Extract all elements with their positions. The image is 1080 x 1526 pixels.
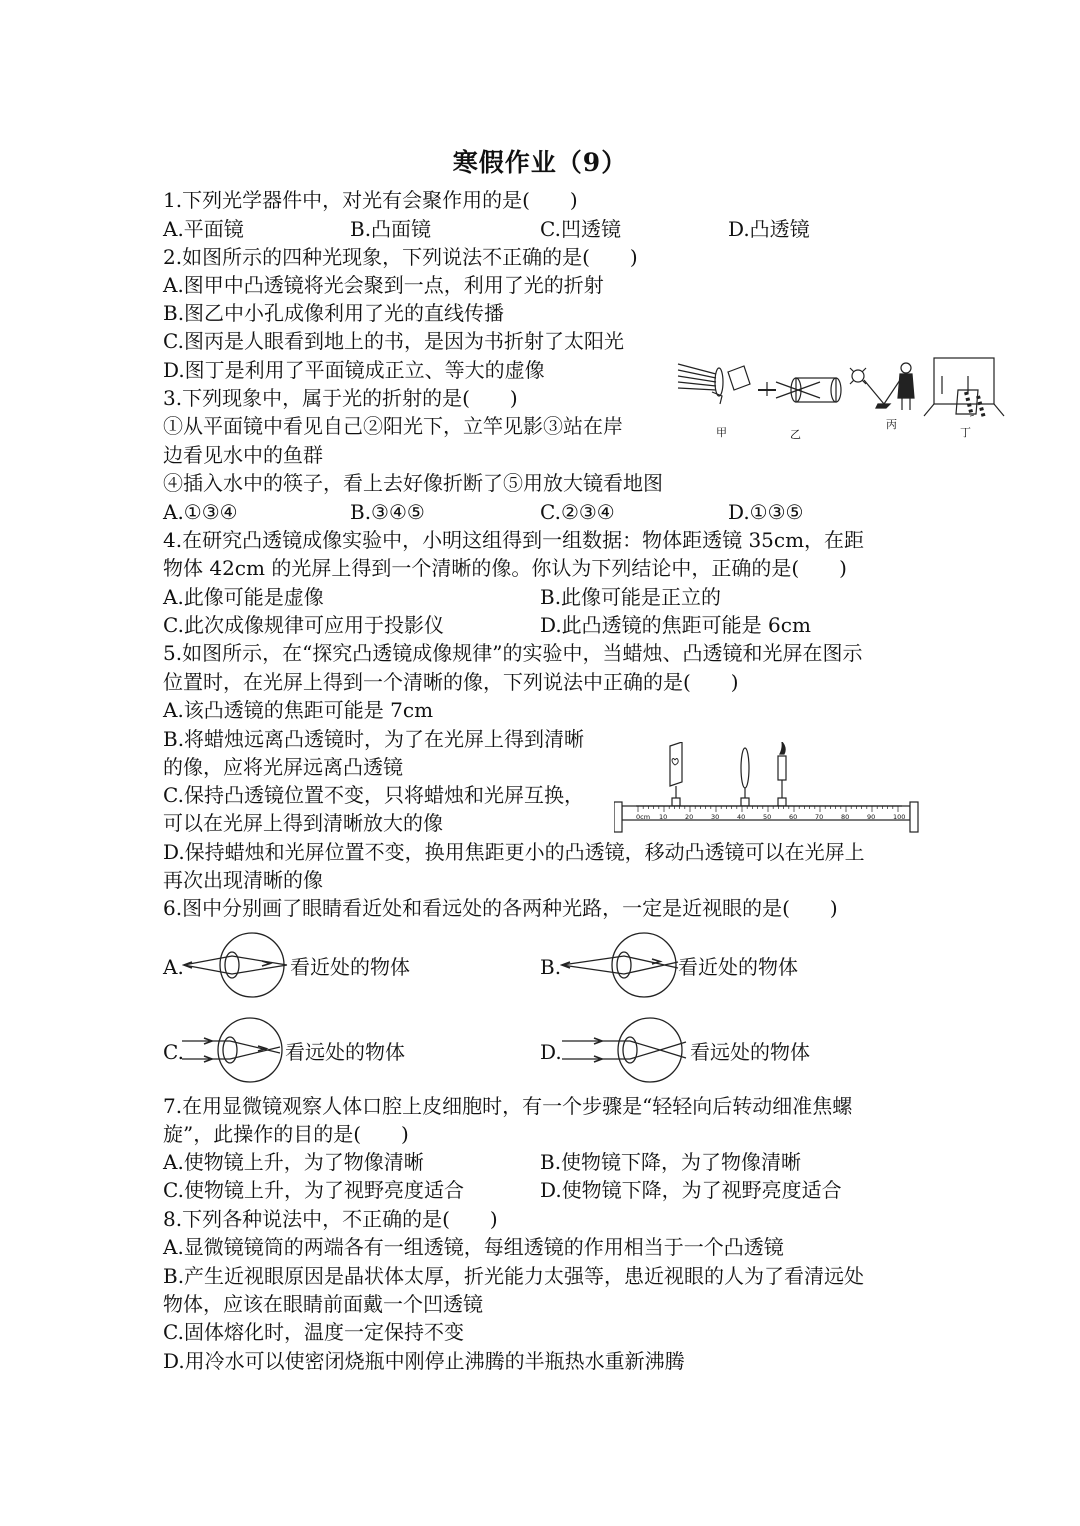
q6-option-b-text: 看近处的物体: [678, 955, 798, 979]
q7-stem-line1: 7.在用显微镜观察人体口腔上皮细胞时，有一个步骤是“轻轻向后转动细准焦螺: [163, 1094, 853, 1118]
figure-label-bing: 丙: [886, 418, 897, 431]
ruler-label: 40: [737, 813, 746, 821]
q1-option-a: A.平面镜: [163, 217, 244, 241]
q4-option-a: A.此像可能是虚像: [163, 585, 324, 609]
q6-option-c-text: 看远处的物体: [285, 1040, 405, 1064]
figure-yi: [758, 378, 841, 402]
q5-stem-line1: 5.如图所示，在“探究凸透镜成像规律”的实验中，当蜡烛、凸透镜和光屏在图示: [163, 641, 863, 665]
q6-option-d-label: D.: [540, 1040, 562, 1064]
q7-option-a: A.使物镜上升，为了物像清晰: [163, 1150, 424, 1174]
q2-option-d: D.图丁是利用了平面镜成正立、等大的虚像: [163, 358, 545, 382]
figure-ding: [924, 358, 1004, 418]
figure-jia: [678, 364, 750, 404]
q6-eye-diagram-c: [180, 1017, 288, 1083]
q6-option-d-text: 看远处的物体: [690, 1040, 810, 1064]
ruler-label: 80: [841, 813, 850, 821]
ruler-label: 70: [815, 813, 824, 821]
q2-figure: [672, 352, 1012, 444]
q3-stem: 3.下列现象中，属于光的折射的是( ): [163, 386, 518, 410]
q3-option-a: A.①③④: [163, 500, 238, 524]
figure-label-jia: 甲: [716, 426, 727, 439]
q1-option-c: C.凹透镜: [540, 217, 621, 241]
q4-option-c: C.此次成像规律可应用于投影仪: [163, 613, 444, 637]
q6-eye-diagram-d: [560, 1017, 690, 1083]
q6-option-c-label: C.: [163, 1040, 184, 1064]
q6-eye-diagram-b: [560, 932, 680, 998]
q8-option-b-line2: 物体，应该在眼睛前面戴一个凹透镜: [163, 1292, 483, 1316]
q1-option-d: D.凸透镜: [728, 217, 810, 241]
q6-option-a-text: 看近处的物体: [290, 955, 410, 979]
q5-option-b-line2: 的像，应将光屏远离凸透镜: [163, 755, 403, 779]
ruler-label: 50: [763, 813, 772, 821]
q3-items-line1: ①从平面镜中看见自己②阳光下，立竿见影③站在岸: [163, 414, 623, 438]
light-screen: [670, 742, 682, 806]
ruler-label: 60: [789, 813, 798, 821]
q7-option-b: B.使物镜下降，为了物像清晰: [540, 1150, 802, 1174]
q5-optical-bench-figure: [614, 742, 924, 836]
q3-items-line3: ④插入水中的筷子，看上去好像折断了⑤用放大镜看地图: [163, 471, 663, 495]
q5-option-a: A.该凸透镜的焦距可能是 7cm: [163, 698, 434, 722]
q2-option-a: A.图甲中凸透镜将光会聚到一点，利用了光的折射: [163, 273, 604, 297]
q5-option-c-line1: C.保持凸透镜位置不变，只将蜡烛和光屏互换，: [163, 783, 584, 807]
figure-bing: [850, 363, 914, 410]
q5-stem-line2: 位置时，在光屏上得到一个清晰的像，下列说法中正确的是( ): [163, 670, 739, 694]
q4-stem-line1: 4.在研究凸透镜成像实验中，小明这组得到一组数据：物体距透镜 35cm，在距: [163, 528, 865, 552]
page-title: 寒假作业（9）: [452, 148, 628, 177]
ruler-label: 90: [867, 813, 876, 821]
q3-option-d: D.①③⑤: [728, 500, 804, 524]
q3-items-line2: 边看见水中的鱼群: [163, 443, 323, 467]
q5-option-d-line2: 再次出现清晰的像: [163, 868, 323, 892]
q3-option-c: C.②③④: [540, 500, 615, 524]
candle: [778, 742, 786, 806]
q6-stem: 6.图中分别画了眼睛看近处和看远处的各两种光路，一定是近视眼的是( ): [163, 896, 838, 920]
q7-stem-line2: 旋”，此操作的目的是( ): [163, 1122, 409, 1146]
figure-label-yi: 乙: [790, 428, 801, 441]
q8-option-a: A.显微镜镜筒的两端各有一组透镜，每组透镜的作用相当于一个凸透镜: [163, 1235, 784, 1259]
ruler-label: 10: [659, 813, 668, 821]
ruler-label: 20: [685, 813, 694, 821]
ruler-label: 100: [893, 813, 906, 821]
q8-stem: 8.下列各种说法中，不正确的是( ): [163, 1207, 498, 1231]
q4-stem-line2: 物体 42cm 的光屏上得到一个清晰的像。你认为下列结论中，正确的是( ): [163, 556, 847, 580]
convex-lens: [741, 748, 749, 806]
q2-stem: 2.如图所示的四种光现象，下列说法不正确的是( ): [163, 245, 638, 269]
q6-option-b-label: B.: [540, 955, 562, 979]
q7-option-c: C.使物镜上升，为了视野亮度适合: [163, 1178, 464, 1202]
q8-option-d: D.用冷水可以使密闭烧瓶中刚停止沸腾的半瓶热水重新沸腾: [163, 1349, 685, 1373]
q5-option-b-line1: B.将蜡烛远离凸透镜时，为了在光屏上得到清晰: [163, 727, 585, 751]
q1-option-b: B.凸面镜: [350, 217, 432, 241]
figure-label-ding: 丁: [960, 426, 971, 439]
q2-option-b: B.图乙中小孔成像利用了光的直线传播: [163, 301, 505, 325]
q1-stem: 1.下列光学器件中，对光有会聚作用的是( ): [163, 188, 578, 212]
q5-option-c-line2: 可以在光屏上得到清晰放大的像: [163, 811, 443, 835]
q7-option-d: D.使物镜下降，为了视野亮度适合: [540, 1178, 842, 1202]
q4-option-d: D.此凸透镜的焦距可能是 6cm: [540, 613, 811, 637]
q6-eye-diagram-a: [182, 932, 292, 998]
q8-option-b-line1: B.产生近视眼原因是晶状体太厚，折光能力太强等，患近视眼的人为了看清远处: [163, 1264, 865, 1288]
q6-option-a-label: A.: [163, 955, 184, 979]
ruler-label: 30: [711, 813, 720, 821]
q2-option-c: C.图丙是人眼看到地上的书，是因为书折射了太阳光: [163, 329, 624, 353]
q8-option-c: C.固体熔化时，温度一定保持不变: [163, 1320, 464, 1344]
ruler-label: 0cm: [636, 813, 651, 821]
q3-option-b: B.③④⑤: [350, 500, 425, 524]
q4-option-b: B.此像可能是正立的: [540, 585, 722, 609]
q5-option-d-line1: D.保持蜡烛和光屏位置不变，换用焦距更小的凸透镜，移动凸透镜可以在光屏上: [163, 840, 865, 864]
